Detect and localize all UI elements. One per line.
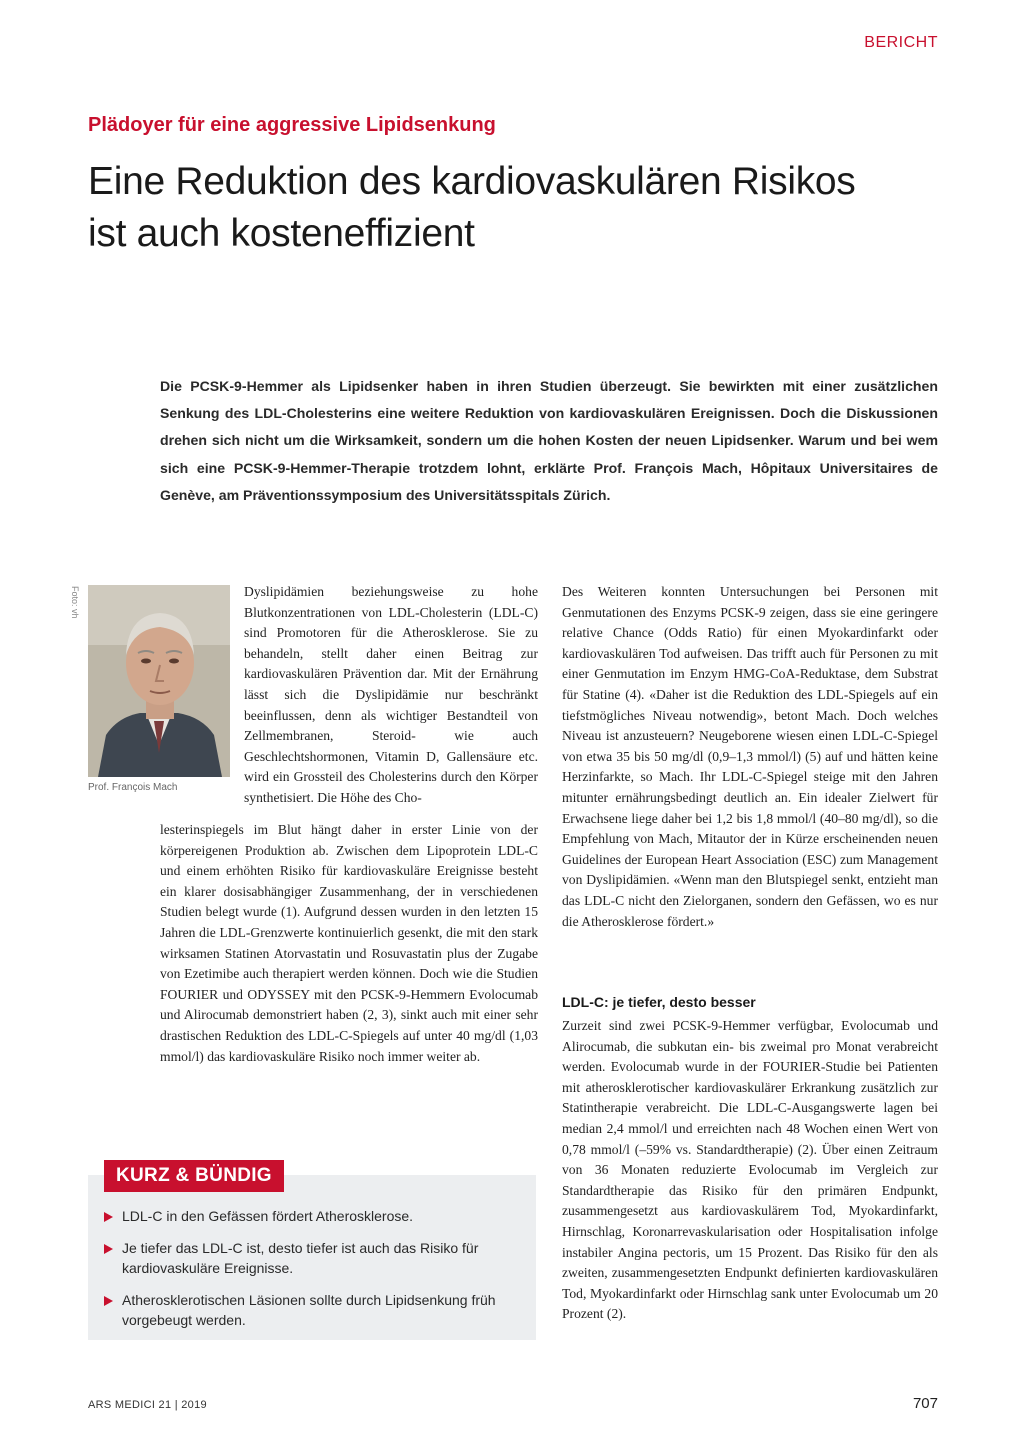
triangle-bullet-icon [104, 1296, 113, 1306]
summary-list [104, 1206, 524, 1342]
section-subheading: LDL-C: je tiefer, desto besser [562, 994, 756, 1010]
article-headline [88, 156, 948, 260]
summary-item [104, 1238, 524, 1279]
summary-item [104, 1290, 524, 1331]
body-column-1-top: Dyslipidämien beziehungsweise zu hohe Blutkonzentrationen von LDL-Cholesterin (LDL-C) sind Promotoren für die Atherosklerose. Sie zu behandeln, stellt daher einen Beitrag zur kardiovaskulären Prävention dar. Mit der Ernährung lässt sich die Dyslipidämie nur beschränkt beeinflussen, denn als wichtiger Bestandteil von Zellmembranen, Steroid- wie auch Geschlechtshormonen, Vitamin D, Gallensäure etc. wird ein Grossteil des Cholesterins durch den Körper synthetisiert. Die Höhe des Cho- [244, 584, 538, 805]
photo-credit: Foto: vh [70, 586, 80, 619]
summary-item-text: Atherosklerotischen Läsionen sollte durch Lipidsenkung früh vorgebeugt werden. [122, 1291, 496, 1328]
article-lead: Die PCSK-9-Hemmer als Lipidsenker haben in ihren Studien überzeugt. Sie bewirkten mit einer zusätzlichen Senkung des LDL-Cholesterins eine weitere Reduktion von kardiovaskulären Ereignissen. Doch die Diskussionen drehen sich nicht um die Wirksamkeit, sondern um die hohen Kosten der neuen Lipidsenker. Warum und bei wem sich eine PCSK-9-Hemmer-Therapie trotzdem lohnt, erklärte Prof. François Mach, Hôpitaux Universitaires de Genève, am Präventionssymposium des Universitätsspitals Zürich. [160, 378, 938, 503]
article-kicker: Plädoyer für eine aggressive Lipidsenkung [88, 114, 496, 136]
summary-item [104, 1206, 524, 1227]
portrait-photo [88, 585, 230, 777]
summary-heading: KURZ & BÜNDIG [104, 1160, 284, 1192]
summary-item-text: LDL-C in den Gefässen fördert Atherosklerose. [122, 1208, 414, 1224]
triangle-bullet-icon [104, 1244, 113, 1254]
body-column-2-top: Des Weiteren konnten Untersuchungen bei Personen mit Genmutationen des Enzyms PCSK-9 zeigen, dass sie eine geringere relative Chance (Odds Ratio) für einen Myokardinfarkt oder kardiovaskulären Tod aufweisen. Das trifft auch für Personen zu mit einer Genmutation im Enzym HMG-CoA-Reduktase, dem Substrat für Statine (4). «Daher ist die Reduktion des LDL-Spiegels auf ein tiefstmögliches Niveau notwendig», betont Mach. Doch welches Niveau ist anzusteuern? Neugeborene wiesen einen LDL-C-Spiegel von etwa 35 bis 50 mg/dl (0,9–1,3 mmol/l) (5) auf und hätten keine Herzinfarkte, so Mach. Ihr LDL-C-Spiegel steige mit den Jahren mitunter ernährungsbedingt deutlich an. Ein idealer Zielwert für Erwachsene liege daher bei 1,2 bis 1,8 mmol/l (40–80 mg/dl), so die Empfehlung von Mach, Mitautor der in Kürze erscheinenden neuen Guidelines der European Heart Association (ESC) zum Management von Dyslipidämien. «Wenn man den Blutspiegel senkt, entzieht man das LDL-C nicht den Zielorganen, sondern den Gefässen, wo es nur die Atherosklerose fördert.» [562, 584, 938, 929]
body-column-2-bottom: Zurzeit sind zwei PCSK-9-Hemmer verfügbar, Evolocumab und Alirocumab, die subkutan ein- bis zweimal pro Monat verabreicht werden. Evolocumab wurde in der FOURIER-Studie bei Patienten mit atherosklerotischer kardiovaskulärer Erkrankung zusätzlich zur Statintherapie verabreicht. Die LDL-C-Ausgangswerte lagen bei median 2,4 mmol/l und erreichten nach 48 Wochen einen Wert von 0,78 mmol/l (–59% vs. Standardtherapie) (2). Über einen Zeitraum von 36 Monaten reduzierte Evolocumab im Vergleich zur Standardtherapie das Risiko für den primären Endpunkt, zusammengesetzt aus kardiovaskulärem Tod, Myokardinfarkt, Hirnschlag, Koronarrevaskularisation oder Hospitalisation infolge instabiler Angina pectoris, um 15 Prozent. Das Risiko für den als zweiten, zusammengesetzten Endpunkt definierten kardiovaskulären Tod, Myokardinfarkt oder Hirnschlag sank unter Evolocumab um 20 Prozent (2). [562, 1018, 938, 1322]
page-number: 707 [912, 1395, 938, 1412]
portrait-illustration [88, 585, 230, 777]
headline-line-2: ist auch kosteneffizient [88, 212, 475, 255]
section-label: BERICHT [864, 34, 938, 51]
triangle-bullet-icon [104, 1212, 113, 1222]
summary-item-text: Je tiefer das LDL-C ist, desto tiefer ist auch das Risiko für kardiovaskuläre Ereignisse. [122, 1239, 479, 1276]
headline-line-1: Eine Reduktion des kardiovaskulären Risikos [88, 160, 856, 203]
photo-caption: Prof. François Mach [88, 782, 178, 793]
footer-journal: ARS MEDICI 21 | 2019 [88, 1399, 207, 1411]
body-column-1-bottom: lesterinspiegels im Blut hängt daher in erster Linie von der körpereigenen Produktion ab. Zwischen dem Lipoprotein LDL-C und einem erhöhten Risiko für kardiovaskuläre Ereignisse besteht ein klarer dosisabhängiger Zusammenhang, der in verschiedenen Studien belegt wurde (1). Aufgrund dessen wurden in den letzten 15 Jahren die LDL-Grenzwerte kontinuierlich gesenkt, die mit den stark wirksamen Statinen Atorvastatin und Rosuvastatin plus der Zugabe von Ezetimibe auch therapiert werden können. Doch wie die Studien FOURIER und ODYSSEY mit den PCSK-9-Hemmern Evolocumab und Alirocumab demonstriert haben (2, 3), sinkt auch mit einer sehr drastischen Reduktion des LDL-C-Spiegels auf unter 40 mg/dl (1,03 mmol/l) das kardiovaskuläre Risiko noch immer weiter ab. [160, 822, 538, 1064]
